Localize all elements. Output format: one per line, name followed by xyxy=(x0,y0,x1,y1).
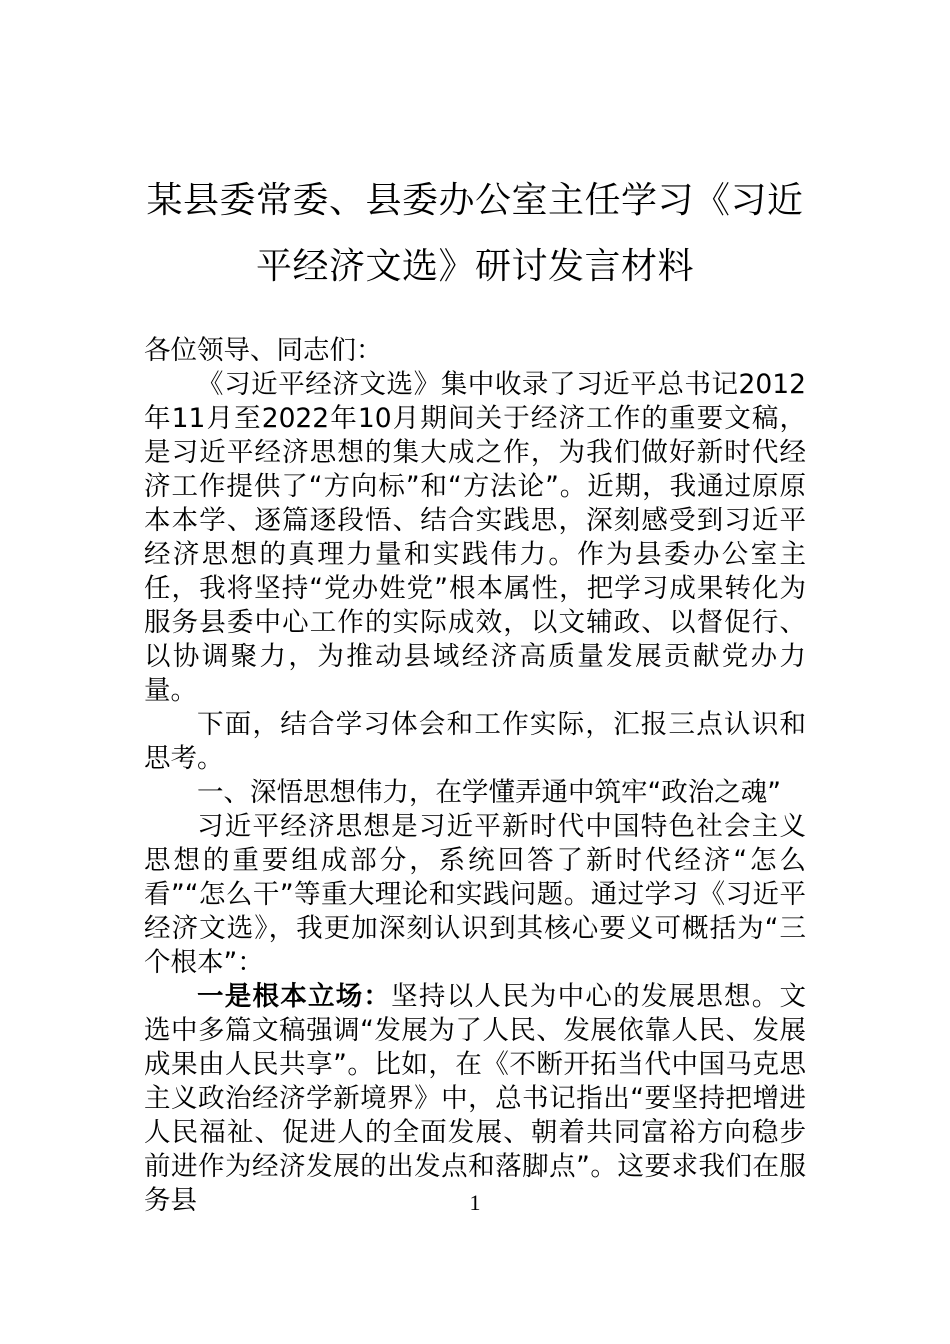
paragraph-point-one xyxy=(144,980,806,1218)
document-body xyxy=(144,334,806,1218)
point-one-lead: 一是根本立场： xyxy=(197,981,392,1012)
title-line-2: 平经济文选》研讨发言材料 xyxy=(255,246,694,287)
section-heading-1: 一、深悟思想伟力，在学懂弄通中筑牢“政治之魂” xyxy=(197,777,781,808)
point-one-body: 坚持以人民为中心的发展思想。文选中多篇文稿强调“发展为了人民、发展依靠人民、发展成果由人民共享”。比如，在《不断开拓当代中国马克思主义政治经济学新境界》中，总书记指出“要坚持把增进人民福祉、促进人的全面发展、朝着共同富裕方向稳步前进作为经济发展的出发点和落脚点”。这要求我们在服务县 xyxy=(144,981,807,1216)
paragraph-transition: 下面，结合学习体会和工作实际，汇报三点认识和思考。 xyxy=(144,709,806,774)
document-title xyxy=(140,168,810,300)
salutation: 各位领导、同志们： xyxy=(144,335,383,366)
paragraph-intro: 《习近平经济文选》集中收录了习近平总书记2012年11月至2022年10月期间关于经济工作的重要文稿，是习近平经济思想的集大成之作，为我们做好新时代经济工作提供了“方向标”和“方法论”。近期，我通过原原本本学、逐篇逐段悟、结合实践思，深刻感受到习近平经济思想的真理力量和实践伟力。作为县委办公室主任，我将坚持“党办姓党”根本属性，把学习成果转化为服务县委中心工作的实际成效，以文辅政、以督促行、以协调聚力，为推动县域经济高质量发展贡献党办力量。 xyxy=(144,369,806,706)
title-line-1: 某县委常委、县委办公室主任学习《习近 xyxy=(146,180,804,221)
paragraph-core-points: 习近平经济思想是习近平新时代中国特色社会主义思想的重要组成部分，系统回答了新时代经济“怎么看”“怎么干”等重大理论和实践问题。通过学习《习近平经济文选》，我更加深刻认识到其核心要义可概括为“三个根本”： xyxy=(144,811,806,978)
page-number: 1 xyxy=(469,1190,481,1215)
